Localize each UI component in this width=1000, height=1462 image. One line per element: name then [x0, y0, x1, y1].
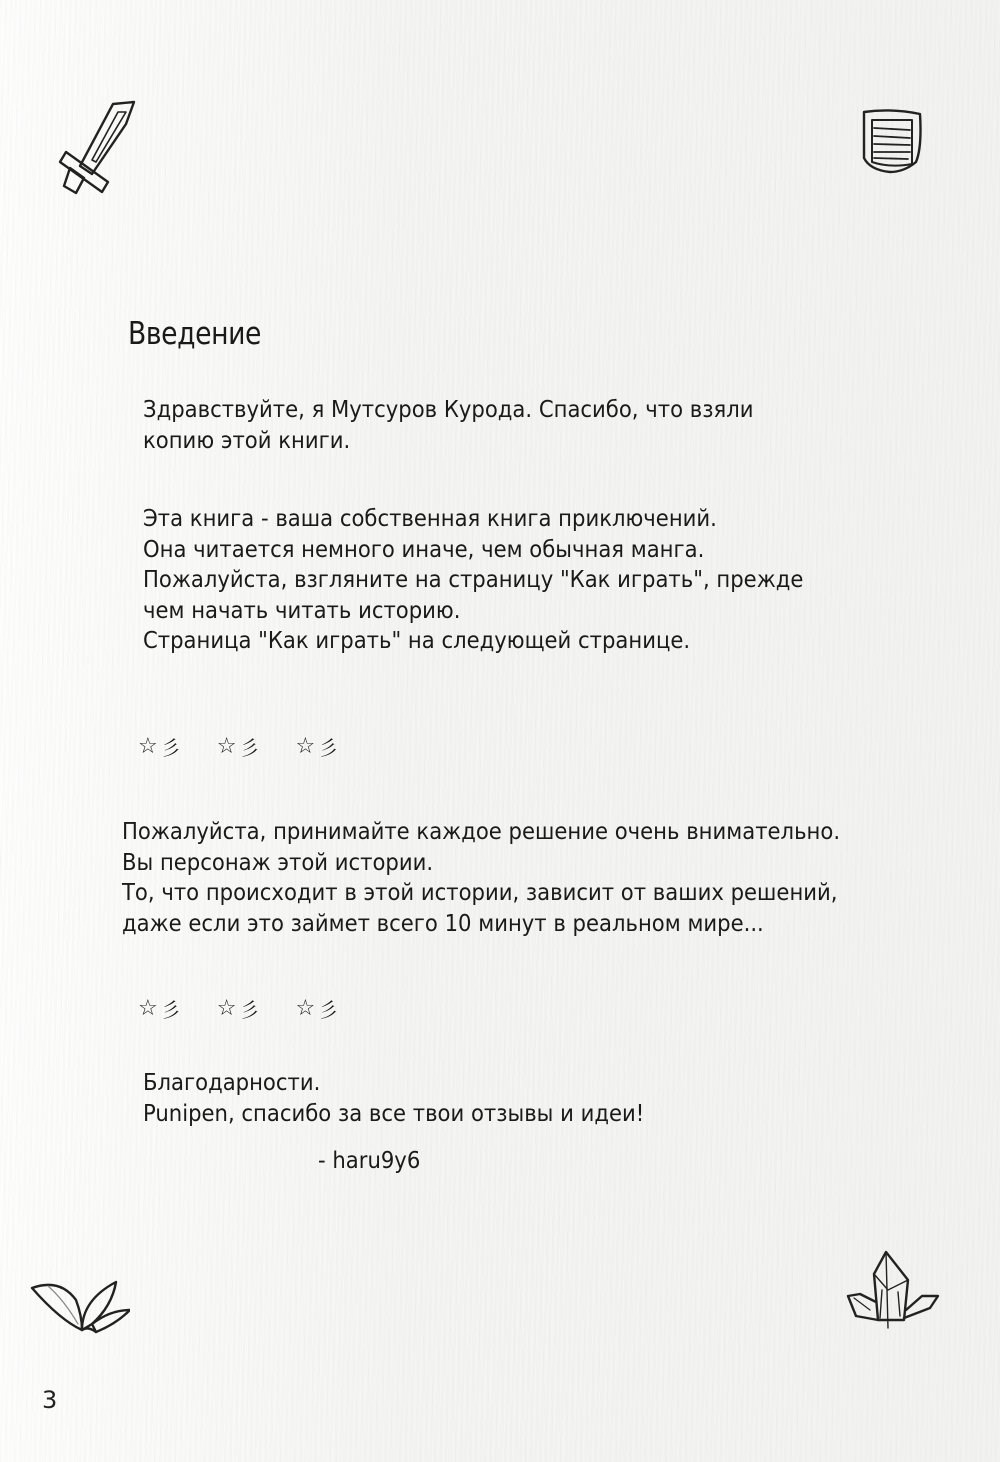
star-swoosh-icon: ☆ 彡 [295, 734, 341, 760]
howto-paragraph [143, 504, 803, 657]
text-line: Страница "Как играть" на следующей странице. [143, 628, 691, 654]
star-swoosh-icon: ☆ 彡 [216, 996, 262, 1022]
text-line: Punipen, спасибо за все твои отзывы и идеи! [143, 1100, 645, 1127]
shield-icon [860, 108, 924, 174]
text-line: Здравствуйте, я Мутсуров Курода. Спасибо, что взяли [143, 397, 754, 423]
star-swoosh-icon: ☆ 彡 [295, 996, 341, 1022]
signature: - haru9y6 [318, 1148, 421, 1174]
text-line: Она читается немного иначе, чем обычная манга. [143, 536, 705, 563]
text-line: Вы персонаж этой истории. [122, 849, 434, 876]
text-line: То, что происходит в этой истории, зависит от ваших решений, [122, 880, 838, 906]
crystal-icon [846, 1250, 942, 1330]
star-separator [138, 732, 340, 761]
text-line: Эта книга - ваша собственная книга приключений. [143, 506, 717, 532]
intro-paragraph [143, 395, 753, 456]
star-swoosh-icon: ☆ 彡 [216, 734, 262, 760]
sword-icon [30, 90, 150, 200]
star-swoosh-icon: ☆ 彡 [138, 734, 183, 760]
star-swoosh-icon: ☆ 彡 [138, 996, 183, 1022]
star-separator [138, 994, 340, 1023]
leaves-icon [30, 1280, 130, 1340]
text-line: Пожалуйста, взгляните на страницу "Как играть", прежде [143, 567, 804, 593]
text-line: даже если это займет всего 10 минут в реальном мире... [122, 910, 764, 937]
text-line: чем начать читать историю. [143, 597, 461, 624]
decision-paragraph [122, 817, 840, 939]
acknowledgements-paragraph [143, 1068, 644, 1129]
text-line: Пожалуйста, принимайте каждое решение очень внимательно. [122, 819, 841, 845]
text-line: Благодарности. [143, 1070, 321, 1096]
text-line: копию этой книги. [143, 427, 351, 454]
page-number: 3 [42, 1386, 58, 1414]
page-title: Введение [128, 316, 261, 352]
